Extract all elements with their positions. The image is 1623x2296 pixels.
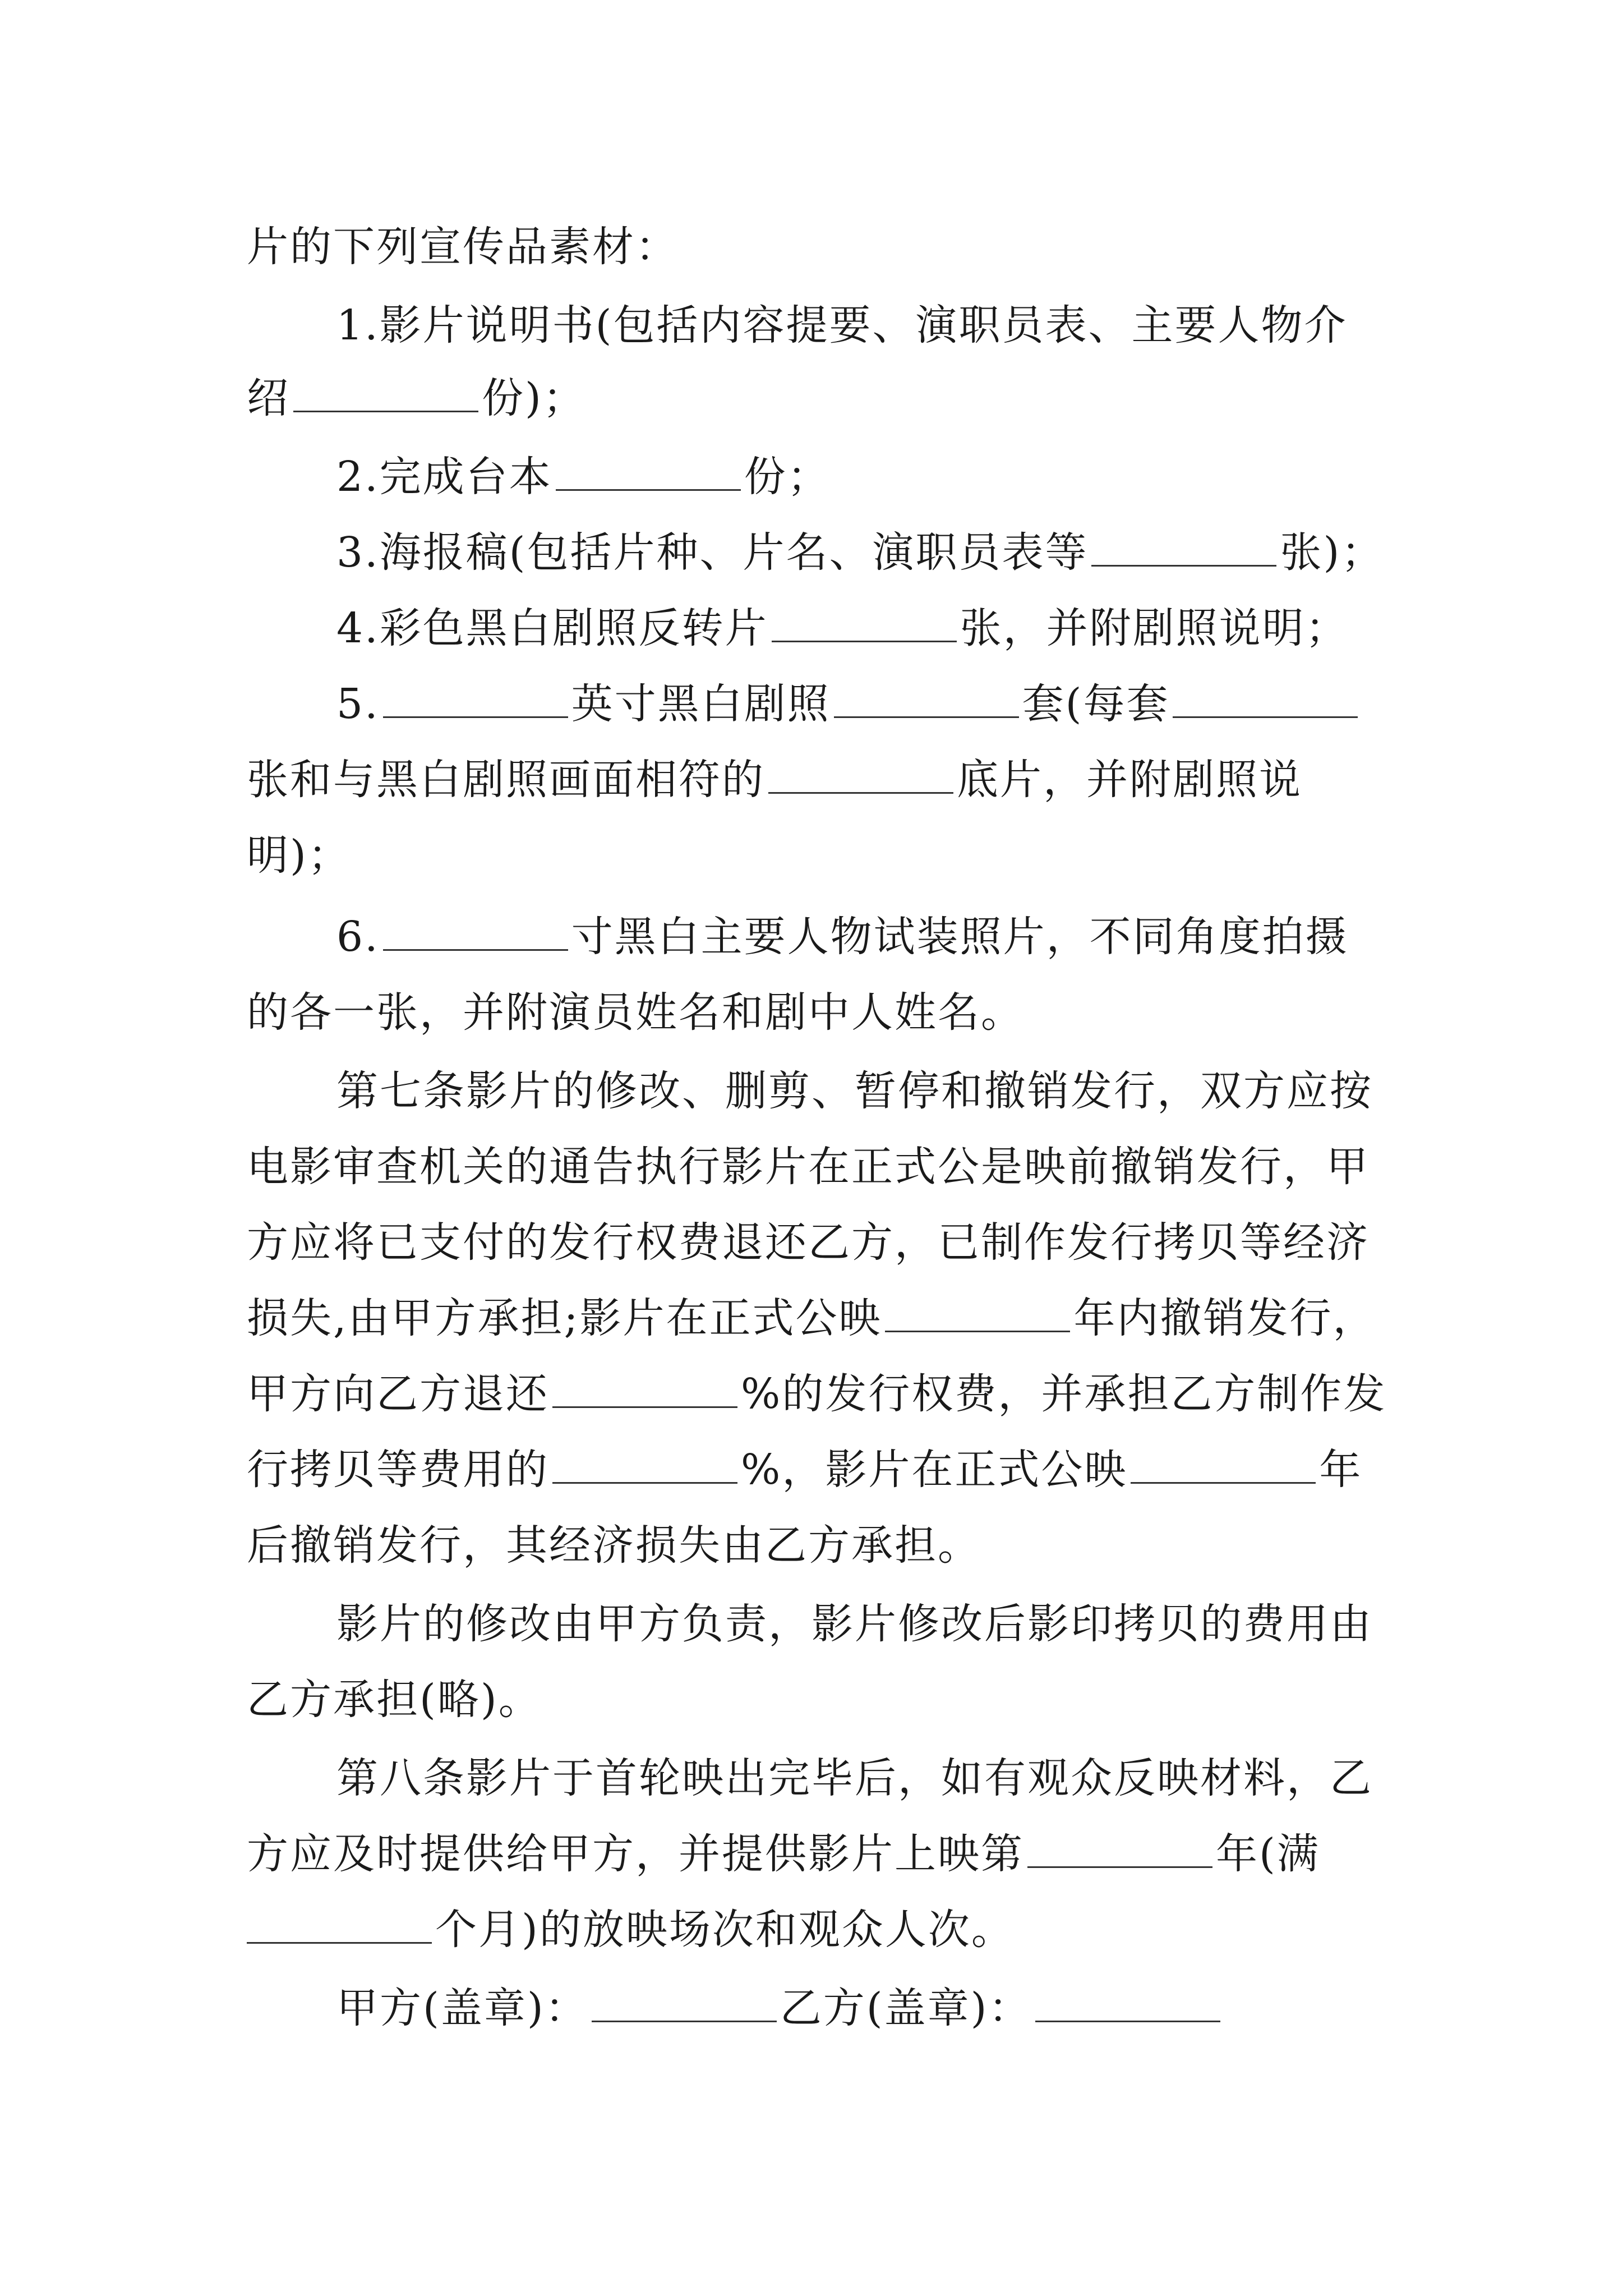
line-text: 份； xyxy=(744,453,831,501)
line-text: 明)； xyxy=(247,831,351,880)
fill-blank[interactable] xyxy=(293,378,478,412)
article-7 xyxy=(336,1057,1391,1125)
line-text: 影片的修改由甲方负责，影片修改后影印拷贝的费用由 xyxy=(336,1600,1373,1648)
line-text: 的各一张，并附演员姓名和剧中人姓名。 xyxy=(247,988,1024,1037)
fill-blank[interactable] xyxy=(1173,684,1358,718)
article-8-cont xyxy=(247,1896,1391,1963)
fill-blank[interactable] xyxy=(772,608,957,642)
line-text: 损失,由甲方承担;影片在正式公映 xyxy=(247,1294,882,1342)
line-text: 年 xyxy=(1319,1446,1363,1494)
fill-blank[interactable] xyxy=(383,684,568,718)
line-text: 第七条影片的修改、删剪、暂停和撤销发行，双方应按 xyxy=(336,1067,1373,1115)
list-item-6 xyxy=(336,903,1391,970)
party-a-seal-blank[interactable] xyxy=(592,1988,777,2022)
fill-blank[interactable] xyxy=(1027,1834,1212,1868)
party-b-seal-blank[interactable] xyxy=(1035,1988,1220,2022)
line-text: 张)； xyxy=(1280,528,1385,577)
line-text: 6. xyxy=(336,913,380,961)
line-text: 年内撤销发行， xyxy=(1073,1294,1376,1342)
line-text: %的发行权费，并承担乙方制作发 xyxy=(741,1370,1387,1418)
line-text: 方应及时提供给甲方，并提供影片上映第 xyxy=(247,1830,1024,1878)
line-text: 张和与黑白剧照画面相符的 xyxy=(247,756,765,804)
article-7-cont xyxy=(247,1436,1391,1503)
list-item-3 xyxy=(336,519,1391,586)
line-text: 2.完成台本 xyxy=(336,453,552,501)
list-item-4 xyxy=(336,595,1391,662)
line-text: 英寸黑白剧照 xyxy=(571,680,831,728)
line-text: 4.彩色黑白剧照反转片 xyxy=(336,604,768,652)
line-text: 张，并附剧照说明； xyxy=(960,604,1349,652)
fill-blank[interactable] xyxy=(885,1298,1070,1332)
line-text: 年(满 xyxy=(1216,1830,1320,1878)
line-text: 甲方向乙方退还 xyxy=(247,1370,549,1418)
line-text: 行拷贝等费用的 xyxy=(247,1446,549,1494)
line-text: 5. xyxy=(336,680,380,728)
fill-blank[interactable] xyxy=(1131,1450,1316,1484)
line-text: 份)； xyxy=(482,374,586,422)
line-text: 绍 xyxy=(247,374,290,422)
line-text: 后撤销发行，其经济损失由乙方承担。 xyxy=(247,1521,981,1570)
list-item-5-cont xyxy=(247,746,1391,813)
fill-blank[interactable] xyxy=(768,760,953,794)
fill-blank[interactable] xyxy=(552,1450,737,1484)
article-7-cont xyxy=(247,1285,1391,1352)
list-item-6-cont xyxy=(247,979,1391,1046)
signature-line xyxy=(336,1975,1391,2042)
fill-blank[interactable] xyxy=(834,684,1019,718)
party-b-label: 乙方(盖章)： xyxy=(780,1984,1032,2032)
list-item-5 xyxy=(336,670,1391,738)
line-text: 片的下列宣传品素材： xyxy=(247,223,679,271)
line-text: 电影审查机关的通告执行影片在正式公是映前撤销发行，甲 xyxy=(247,1143,1370,1191)
party-a-label: 甲方(盖章)： xyxy=(336,1984,588,2032)
article-7-cont xyxy=(247,1512,1391,1579)
line-text: 个月)的放映场次和观众人次。 xyxy=(435,1906,1015,1954)
article-7-cont xyxy=(247,1133,1391,1200)
line-text: 套(每套 xyxy=(1022,680,1170,728)
line-text: 方应将已支付的发行权费退还乙方，已制作发行拷贝等经济 xyxy=(247,1218,1370,1267)
line-text: 1.影片说明书(包括内容提要、演职员表、主要人物介 xyxy=(336,301,1348,349)
line-text: %，影片在正式公映 xyxy=(741,1446,1128,1494)
fill-blank[interactable] xyxy=(383,917,568,951)
paragraph-cont xyxy=(247,1666,1391,1733)
fill-blank[interactable] xyxy=(1091,532,1276,567)
fill-blank[interactable] xyxy=(556,457,741,491)
article-7-cont xyxy=(247,1209,1391,1276)
article-8-cont xyxy=(247,1820,1391,1888)
fill-blank[interactable] xyxy=(247,1910,432,1944)
line-text: 3.海报稿(包括片种、片名、演职员表等 xyxy=(336,528,1089,577)
line-text: 底片，并附剧照说 xyxy=(957,756,1302,804)
list-item-1 xyxy=(336,292,1391,359)
line-text: 第八条影片于首轮映出完毕后，如有观众反映材料，乙 xyxy=(336,1754,1373,1802)
fill-blank[interactable] xyxy=(552,1374,737,1408)
text-line xyxy=(247,213,1391,280)
list-item-5-cont xyxy=(247,822,1391,889)
list-item-2 xyxy=(336,443,1391,510)
list-item-1-cont xyxy=(247,365,1391,432)
line-text: 寸黑白主要人物试装照片，不同角度拍摄 xyxy=(571,913,1349,961)
line-text: 乙方承担(略)。 xyxy=(247,1676,542,1724)
article-8 xyxy=(336,1745,1391,1812)
paragraph xyxy=(336,1590,1391,1658)
article-7-cont xyxy=(247,1360,1391,1428)
